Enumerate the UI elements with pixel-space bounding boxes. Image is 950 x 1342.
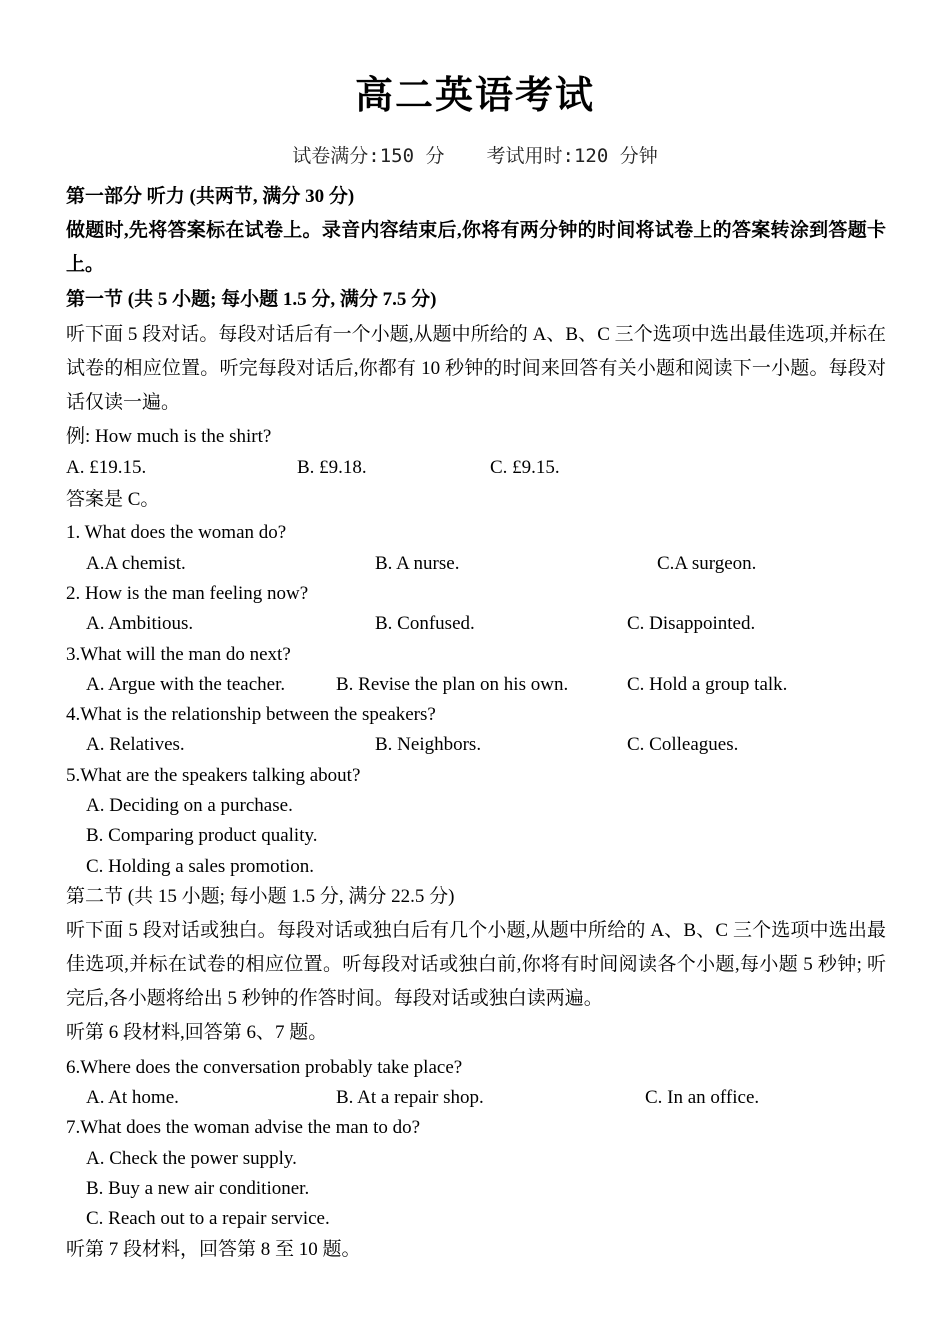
part1-heading: 第一部分 听力 (共两节, 满分 30 分) — [66, 186, 355, 207]
q2-option-b: B. Confused. — [375, 613, 475, 634]
section1-heading: 第一节 (共 5 小题; 每小题 1.5 分, 满分 7.5 分) — [66, 289, 437, 310]
q3-option-a: A. Argue with the teacher. — [86, 674, 286, 695]
q6-option-c: C. In an office. — [645, 1087, 760, 1108]
q3-option-b: B. Revise the plan on his own. — [336, 674, 569, 695]
section2-instruction: 听下面 5 段对话或独白。每段对话或独白后有几个小题,从题中所给的 A、B、C 三个选项中选出最佳选项,并标在试卷的相应位置。听每段对话或独白前,你将有时间阅读各个小题,每小题 5 秒钟; 听完后,各小题将给出 5 秒钟的作答时间。每段对话或独白读两遍。 — [66, 920, 886, 1009]
question-7: 7.What does the woman advise the man to do? — [66, 1117, 421, 1138]
question-3: 3.What will the man do next? — [66, 644, 291, 665]
exam-info — [0, 141, 950, 168]
q6-option-a: A. At home. — [86, 1087, 179, 1108]
q5-option-b: B. Comparing product quality. — [86, 825, 318, 846]
example-option-c: C. £9.15. — [490, 457, 560, 478]
q5-option-c: C. Holding a sales promotion. — [86, 856, 314, 877]
question-5: 5.What are the speakers talking about? — [66, 765, 361, 786]
q5-option-a: A. Deciding on a purchase. — [86, 795, 293, 816]
question-4: 4.What is the relationship between the speakers? — [66, 704, 436, 725]
q2-option-c: C. Disappointed. — [627, 613, 756, 634]
full-score: 试卷满分:150 分 — [292, 145, 445, 167]
material-7-intro: 听第 7 段材料，回答第 8 至 10 题。 — [66, 1239, 361, 1260]
q1-option-c: C.A surgeon. — [657, 553, 757, 574]
q4-option-b: B. Neighbors. — [375, 734, 482, 755]
q6-option-b: B. At a repair shop. — [336, 1087, 484, 1108]
example-option-b: B. £9.18. — [297, 457, 367, 478]
q7-option-b: B. Buy a new air conditioner. — [86, 1178, 310, 1199]
q7-option-c: C. Reach out to a repair service. — [86, 1208, 330, 1229]
question-1: 1. What does the woman do? — [66, 522, 287, 543]
material-6-intro: 听第 6 段材料,回答第 6、7 题。 — [66, 1022, 328, 1043]
question-2: 2. How is the man feeling now? — [66, 583, 309, 604]
q2-option-a: A. Ambitious. — [86, 613, 194, 634]
page-title: 高二英语考试 — [354, 73, 595, 117]
section2-heading: 第二节 (共 15 小题; 每小题 1.5 分, 满分 22.5 分) — [66, 886, 455, 907]
part1-instruction: 做题时,先将答案标在试卷上。录音内容结束后,你将有两分钟的时间将试卷上的答案转涂到答题卡上。 — [66, 220, 886, 275]
section1-instruction: 听下面 5 段对话。每段对话后有一个小题,从题中所给的 A、B、C 三个选项中选出最佳选项,并标在试卷的相应位置。听完每段对话后,你都有 10 秒钟的时间来回答有关小题和阅读下一小题。每段对话仅读一遍。 — [66, 324, 886, 413]
q1-option-b: B. A nurse. — [375, 553, 460, 574]
example-option-a: A. £19.15. — [66, 457, 147, 478]
question-6: 6.Where does the conversation probably take place? — [66, 1057, 463, 1078]
q4-option-a: A. Relatives. — [86, 734, 185, 755]
example-question: 例: How much is the shirt? — [66, 426, 272, 447]
exam-duration: 考试用时:120 分钟 — [486, 145, 658, 167]
example-answer: 答案是 C。 — [66, 489, 160, 510]
q3-option-c: C. Hold a group talk. — [627, 674, 788, 695]
q4-option-c: C. Colleagues. — [627, 734, 739, 755]
q7-option-a: A. Check the power supply. — [86, 1148, 297, 1169]
q1-option-a: A.A chemist. — [86, 553, 186, 574]
